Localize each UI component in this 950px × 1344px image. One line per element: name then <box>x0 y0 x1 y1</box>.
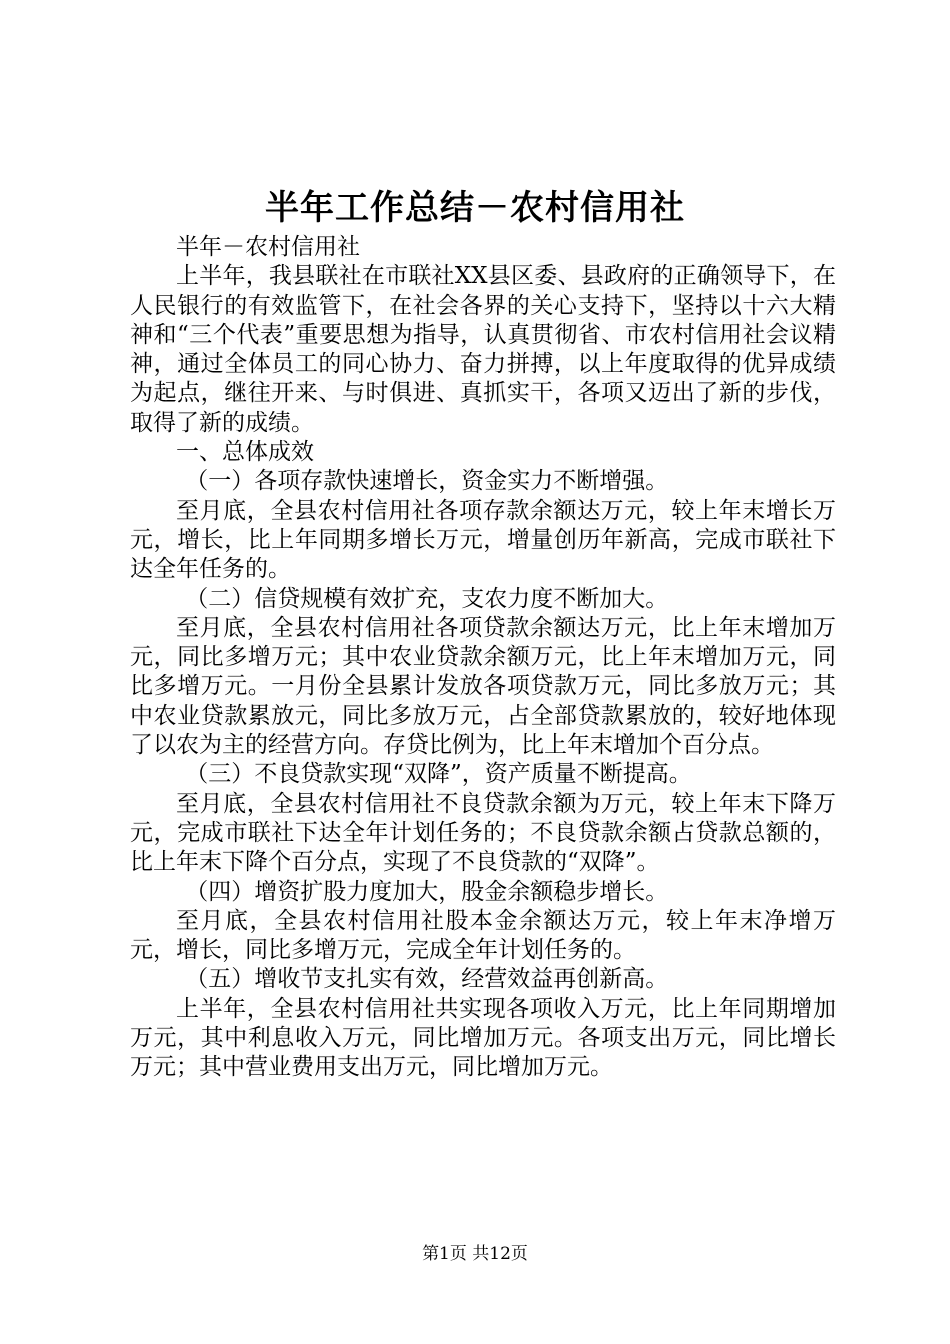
paragraph: 半年－农村信用社 <box>176 234 360 260</box>
subsection-heading: （一）各项存款快速增长，资金实力不断增强。 <box>185 468 669 495</box>
section-heading: 一、总体成效 <box>176 439 314 466</box>
paragraph: 至月底，全县农村信用社各项贷款余额达万元，比上年末增加万元，同比多增万元；其中农业贷款余额万元，比上年末增加万元，同比多增万元。一月份全县累计发放各项贷款万元，同比多放万元；其中农业贷款累放元，同比多放万元，占全部贷款累放的，较好地体现了以农为主的经营方向。存贷比例为，比上年末增加个百分点。 <box>130 614 836 759</box>
subsection-heading: （四）增资扩股力度加大，股金余额稳步增长。 <box>185 878 669 905</box>
paragraph: 至月底，全县农村信用社股本金余额达万元，较上年末净增万元，增长，同比多增万元，完成全年计划任务的。 <box>130 907 836 964</box>
document-title: 半年工作总结－农村信用社 <box>265 188 685 228</box>
subsection-heading: （二）信贷规模有效扩充，支农力度不断加大。 <box>185 585 669 612</box>
paragraph: 上半年，我县联社在市联社XX县区委、县政府的正确领导下，在人民银行的有效监管下，在社会各界的关心支持下，坚持以十六大精神和“三个代表”重要思想为指导，认真贯彻省、市农村信用社会议精神，通过全体员工的同心协力、奋力拼搏，以上年度取得的优异成绩为起点，继往开来、与时俱进、真抓实干，各项又迈出了新的步伐，取得了新的成绩。 <box>130 263 836 436</box>
subsection-heading: （三）不良贷款实现“双降”，资产质量不断提高。 <box>185 761 692 788</box>
page-number-footer: 第1页 共12页 <box>422 1244 528 1264</box>
document-body <box>130 233 836 1083</box>
paragraph: 至月底，全县农村信用社各项存款余额达万元，较上年末增长万元，增长，比上年同期多增长万元，增量创历年新高，完成市联社下达全年任务的。 <box>130 497 836 583</box>
subsection-heading: （五）增收节支扎实有效，经营效益再创新高。 <box>185 966 669 993</box>
paragraph: 上半年，全县农村信用社共实现各项收入万元，比上年同期增加万元，其中利息收入万元，同比增加万元。各项支出万元，同比增长万元；其中营业费用支出万元，同比增加万元。 <box>130 995 836 1081</box>
paragraph: 至月底，全县农村信用社不良贷款余额为万元，较上年末下降万元，完成市联社下达全年计划任务的；不良贷款余额占贷款总额的，比上年末下降个百分点，实现了不良贷款的“双降”。 <box>130 790 836 876</box>
